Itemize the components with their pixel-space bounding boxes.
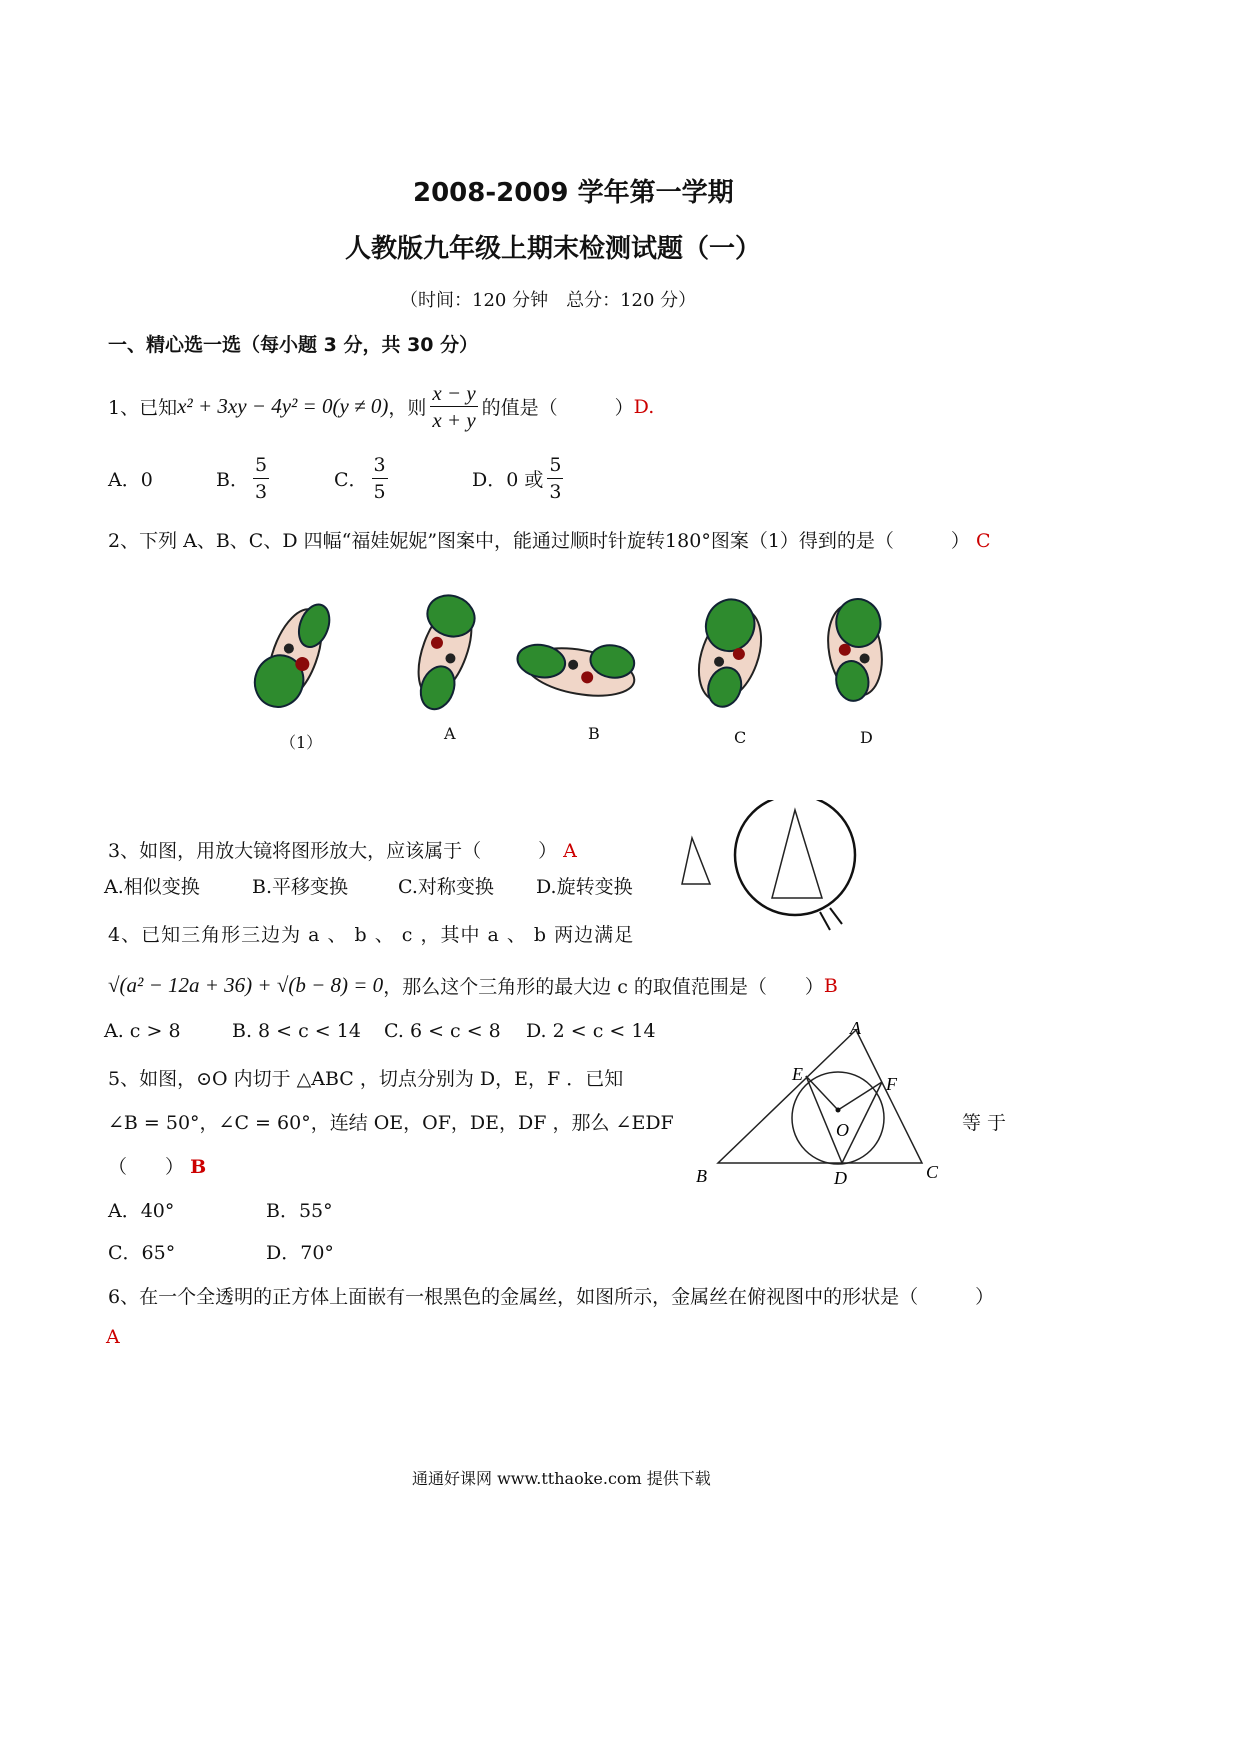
incircle-o: [792, 1072, 884, 1164]
q2-answer: C: [975, 530, 991, 552]
q5-options-row2: [108, 1238, 334, 1265]
center-point: [836, 1108, 841, 1113]
q1-option-b-den: 3: [254, 481, 268, 503]
q5-option-a: A．40°: [108, 1200, 175, 1222]
q1-frac-den: x + y: [432, 408, 476, 432]
mascot-caption-original: （1）: [280, 733, 323, 752]
q4-option-a: A. c > 8: [104, 1020, 181, 1042]
q1-option-d-num: 5: [547, 452, 563, 479]
q5-option-c: C．65°: [108, 1242, 176, 1264]
q4-answer: B: [823, 974, 838, 997]
q4-formula: √(a² − 12a + 36) + √(b − 8) = 0: [108, 973, 384, 997]
q5-options-row1: [108, 1196, 333, 1223]
label-c: C: [926, 1162, 939, 1182]
label-b: B: [696, 1166, 707, 1186]
question-2: [108, 526, 991, 553]
q3-option-a: A.相似变换: [104, 876, 200, 898]
q1-frac-num: x − y: [432, 381, 476, 405]
q4-line2-row: [108, 972, 838, 999]
q3-option-b: B.平移变换: [252, 876, 349, 898]
triangle-abc: [718, 1030, 922, 1163]
exam-meta: （时间：120 分钟 总分：120 分）: [400, 290, 697, 311]
mascot-image-a: [396, 589, 484, 714]
q5-line3: （ ）: [108, 1156, 185, 1178]
question-3: [108, 836, 577, 863]
q4-option-b: B. 8 < c < 14: [232, 1020, 361, 1042]
mascot-caption-c: C: [734, 728, 747, 747]
q3-option-c: C.对称变换: [398, 876, 494, 898]
mascot-caption-a: A: [444, 724, 456, 743]
page-title: 2008-2009 学年第一学期: [413, 178, 734, 208]
q3-magnifier-figure: [670, 800, 870, 940]
label-o: O: [836, 1120, 849, 1140]
q1-options: [108, 452, 567, 505]
q4-options: [104, 1020, 656, 1042]
magnifier-handle-1: [820, 912, 830, 930]
q4-option-d: D. 2 < c < 14: [526, 1020, 656, 1042]
q5-option-d: D．70°: [266, 1242, 334, 1264]
q5-option-b: B．55°: [266, 1200, 333, 1222]
mascot-image-c: [680, 593, 775, 714]
label-e: E: [792, 1064, 803, 1084]
q5-line1: 5、如图，⊙O 内切于 △ABC ，切点分别为 D，E，F ．已知: [108, 1068, 624, 1090]
label-f: F: [886, 1074, 897, 1094]
q3-text: 3、如图，用放大镜将图形放大，应该属于（ ）: [108, 840, 558, 862]
q1-option-d-label: D．0 或: [472, 469, 544, 491]
segment-oe: [806, 1076, 838, 1110]
question-1: [108, 380, 654, 433]
q1-option-c-den: 5: [373, 481, 386, 503]
q1-option-c-frac: [372, 452, 388, 505]
q1-answer: D.: [633, 395, 655, 418]
q1-option-b-num: 5: [253, 452, 269, 479]
q5-answer: B: [190, 1156, 207, 1178]
q1-option-d: [472, 452, 567, 505]
mascot-image-b: [513, 629, 640, 703]
q1-option-a: A．0: [108, 469, 153, 491]
q1-option-c-label: C．: [334, 469, 368, 491]
q1-option-b: [216, 452, 334, 505]
q1-suffix: 的值是（ ）: [481, 397, 634, 419]
q5-line3-row: [108, 1152, 206, 1179]
question-6: 6、在一个全透明的正方体上面嵌有一根黑色的金属丝，如图所示，金属丝在俯视图中的形状是（ ）: [108, 1286, 995, 1308]
q1-option-b-label: B．: [216, 469, 249, 491]
small-triangle: [682, 838, 710, 884]
q5-line2: ∠B = 50°，∠C = 60°，连结 OE，OF，DE，DF ，那么 ∠EDF: [108, 1112, 674, 1134]
q6-answer: A: [106, 1326, 120, 1348]
q5-incircle-figure: [690, 1018, 950, 1190]
q3-options: [104, 872, 633, 899]
page-subtitle: 人教版九年级上期末检测试题（一）: [345, 234, 762, 264]
mascot-caption-b: B: [588, 724, 600, 743]
q4-option-c: C. 6 < c < 8: [384, 1020, 501, 1042]
q3-answer: A: [563, 840, 577, 862]
q4-line1: 4、已知三角形三边为 a 、 b 、 c ，其中 a 、 b 两边满足: [108, 924, 635, 946]
mascot-image-original: [248, 592, 335, 715]
q1-option-b-frac: [253, 452, 269, 505]
q3-option-d: D.旋转变换: [536, 876, 633, 898]
q1-option-c: [334, 452, 472, 505]
label-a: A: [850, 1018, 861, 1038]
page-footer: 通通好课网 www.tthaoke.com 提供下载: [412, 1469, 711, 1488]
q1-fraction: [430, 380, 477, 433]
q1-condition: x² + 3xy − 4y² = 0(y ≠ 0): [177, 394, 389, 418]
q1-option-c-num: 3: [372, 452, 388, 479]
q1-option-d-frac: [547, 452, 563, 505]
q1-option-d-den: 3: [549, 481, 562, 503]
q1-prefix: 1、已知: [108, 397, 178, 419]
mascot-image-d: [821, 596, 894, 704]
q2-text: 2、下列 A、B、C、D 四幅“福娃妮妮”图案中，能通过顺时针旋转180°图案（1）得到的是（ ）: [108, 530, 970, 552]
enlarged-triangle: [772, 810, 822, 898]
section-heading: 一、精心选一选（每小题 3 分，共 30 分）: [108, 334, 479, 356]
q2-mascot-figures: [240, 580, 920, 760]
q5-line2-tail: 等 于: [962, 1112, 1007, 1134]
q1-mid: ，则: [388, 397, 427, 419]
label-d: D: [834, 1168, 847, 1188]
mascot-caption-d: D: [860, 728, 873, 747]
q4-line2: ，那么这个三角形的最大边 c 的取值范围是（ ）: [383, 976, 824, 998]
magnifier-handle-2: [830, 908, 842, 924]
